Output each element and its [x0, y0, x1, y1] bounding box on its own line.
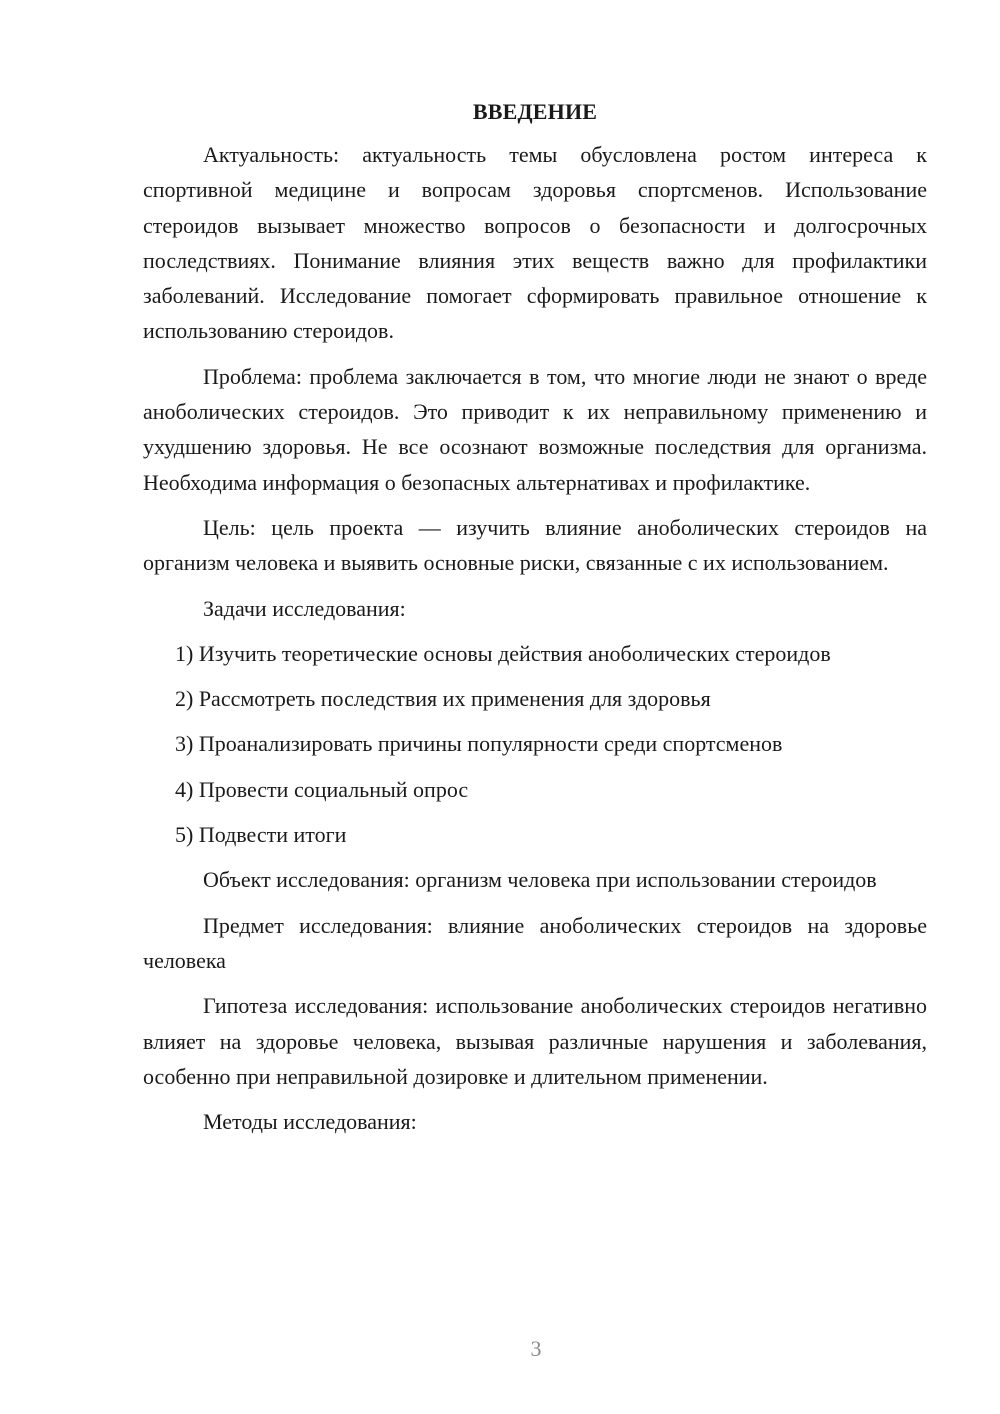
page-title: ВВЕДЕНИЕ: [472, 99, 598, 124]
relevance-paragraph: Актуальность: актуальность темы обусловлена ростом интереса к спортивной медицине и вопросам здоровья спортсменов. Использование стероидов вызывает множество вопросов о безопасности и долгосрочных последствиях. Понимание влияния этих веществ важно для профилактики заболеваний. Исследование помогает сформировать правильное отношение к использованию стероидов.: [143, 142, 927, 344]
object-paragraph: Объект исследования: организм человека при использовании стероидов: [203, 867, 877, 893]
list-item: 1) Изучить теоретические основы действия аноболических стероидов: [175, 640, 831, 666]
page-number: 3: [530, 1336, 542, 1361]
goal-paragraph: Цель: цель проекта — изучить влияние аноболических стероидов на организм человека и выявить основные риски, связанные с их использованием.: [143, 514, 927, 576]
methods-heading: Методы исследования:: [203, 1109, 417, 1135]
list-item: 3) Проанализировать причины популярности среди спортсменов: [175, 731, 783, 757]
subject-paragraph: Предмет исследования: влияние аноболических стероидов на здоровье человека: [143, 912, 927, 973]
hypothesis-paragraph: Гипотеза исследования: использование аноболических стероидов негативно влияет на здоровье человека, вызывая различные нарушения и заболевания, особенно при неправильной дозировке и длительном применении.: [143, 993, 927, 1089]
tasks-list: [143, 636, 927, 852]
list-item: 2) Рассмотреть последствия их применения для здоровья: [175, 686, 711, 712]
page-content: [143, 94, 927, 1149]
list-item: 4) Провести социальный опрос: [175, 776, 469, 802]
tasks-heading: Задачи исследования:: [203, 595, 406, 621]
problem-paragraph: Проблема: проблема заключается в том, что многие люди не знают о вреде аноболических стероидов. Это приводит к их неправильному применению и ухудшению здоровья. Не все осознают возможные последствия для организма. Необходима информация о безопасных альтернативах и профилактике.: [143, 363, 927, 495]
list-item: 5) Подвести итоги: [175, 822, 347, 848]
